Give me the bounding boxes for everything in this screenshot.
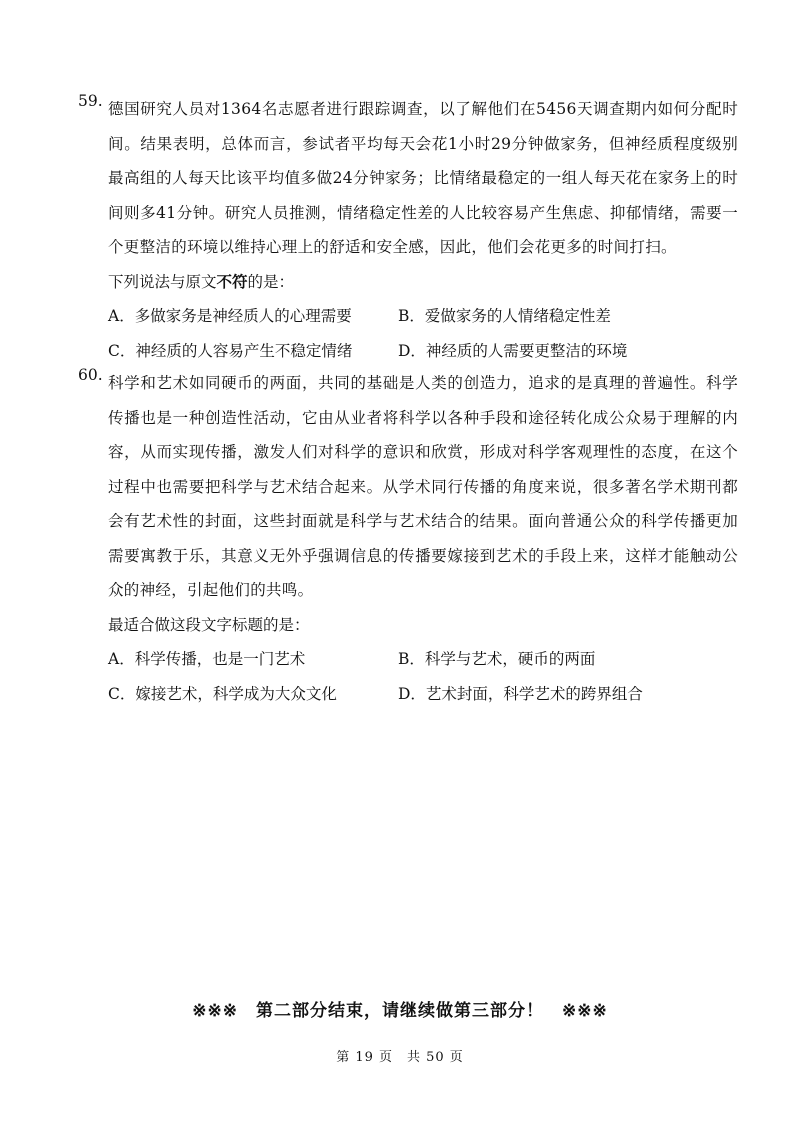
option-c: C．神经质的人容易产生不稳定情绪 [108,341,353,360]
option-d: D．艺术封面，科学艺术的跨界组合 [398,684,643,703]
option-b: B．科学与艺术，硬币的两面 [398,650,596,668]
option-b: B．爱做家务的人情绪稳定性差 [398,307,611,325]
question-number: 59. [78,92,103,110]
option-a: A．科学传播，也是一门艺术 [108,650,306,668]
prompt-text-after: 的是： [247,272,295,291]
page-number: 第 19 页 共 50 页 [336,1050,464,1065]
question-prompt: 最适合做这段文字标题的是： [108,615,310,634]
question-60 [78,366,738,711]
question-text: 科学和艺术如同硬币的两面，共同的基础是人类的创造力，追求的是真理的普遍性。科学传播也是一种创造性活动，它由从业者将科学以各种手段和途径转化成公众易于理解的内容，从而实现传播，激发人们对科学的意识和欣赏，形成对科学客观理性的态度，在这个过程中也需要把科学与艺术结合起来。从学术同行传播的角度来说，很多著名学术期刊都会有艺术性的封面，这些封面就是科学与艺术结合的结果。面向普通公众的科学传播更加需要寓教于乐，其意义无外乎强调信息的传播要嫁接到艺术的手段上来，这样才能触动公众的神经，引起他们的共鸣。 [108,374,738,599]
option-list [108,642,738,711]
option-c: C．嫁接艺术，科学成为大众文化 [108,684,337,703]
question-number: 60. [78,366,103,384]
question-prompt [108,265,738,300]
question-text: 德国研究人员对1364名志愿者进行跟踪调查，以了解他们在5456天调查期内如何分配时间。结果表明，总体而言，参试者平均每天会花1小时29分钟做家务，但神经质程度级别最高组的人每天比该平均值多做24分钟家务；比情绪最稳定的一组人每天花在家务上的时间则多41分钟。研究人员推测，情绪稳定性差的人比较容易产生焦虑、抑郁情绪，需要一个更整洁的环境以维持心理上的舒适和安全感，因此，他们会花更多的时间打扫。 [108,100,738,256]
question-59 [78,92,738,368]
question-stem [78,366,738,608]
section-end-banner [0,996,800,1021]
section-end-message: 第二部分结束，请继续做第三部分！ [256,1001,544,1021]
reference-mark-left: ※※※ [192,1001,238,1021]
prompt-emphasis: 不符 [216,271,248,291]
reference-mark-right: ※※※ [562,1001,608,1021]
option-a: A．多做家务是神经质人的心理需要 [108,307,352,325]
option-d: D．神经质的人需要更整洁的环境 [398,341,628,360]
option-list [108,299,738,368]
question-stem [78,92,738,265]
prompt-text-before: 下列说法与原文 [108,272,217,291]
